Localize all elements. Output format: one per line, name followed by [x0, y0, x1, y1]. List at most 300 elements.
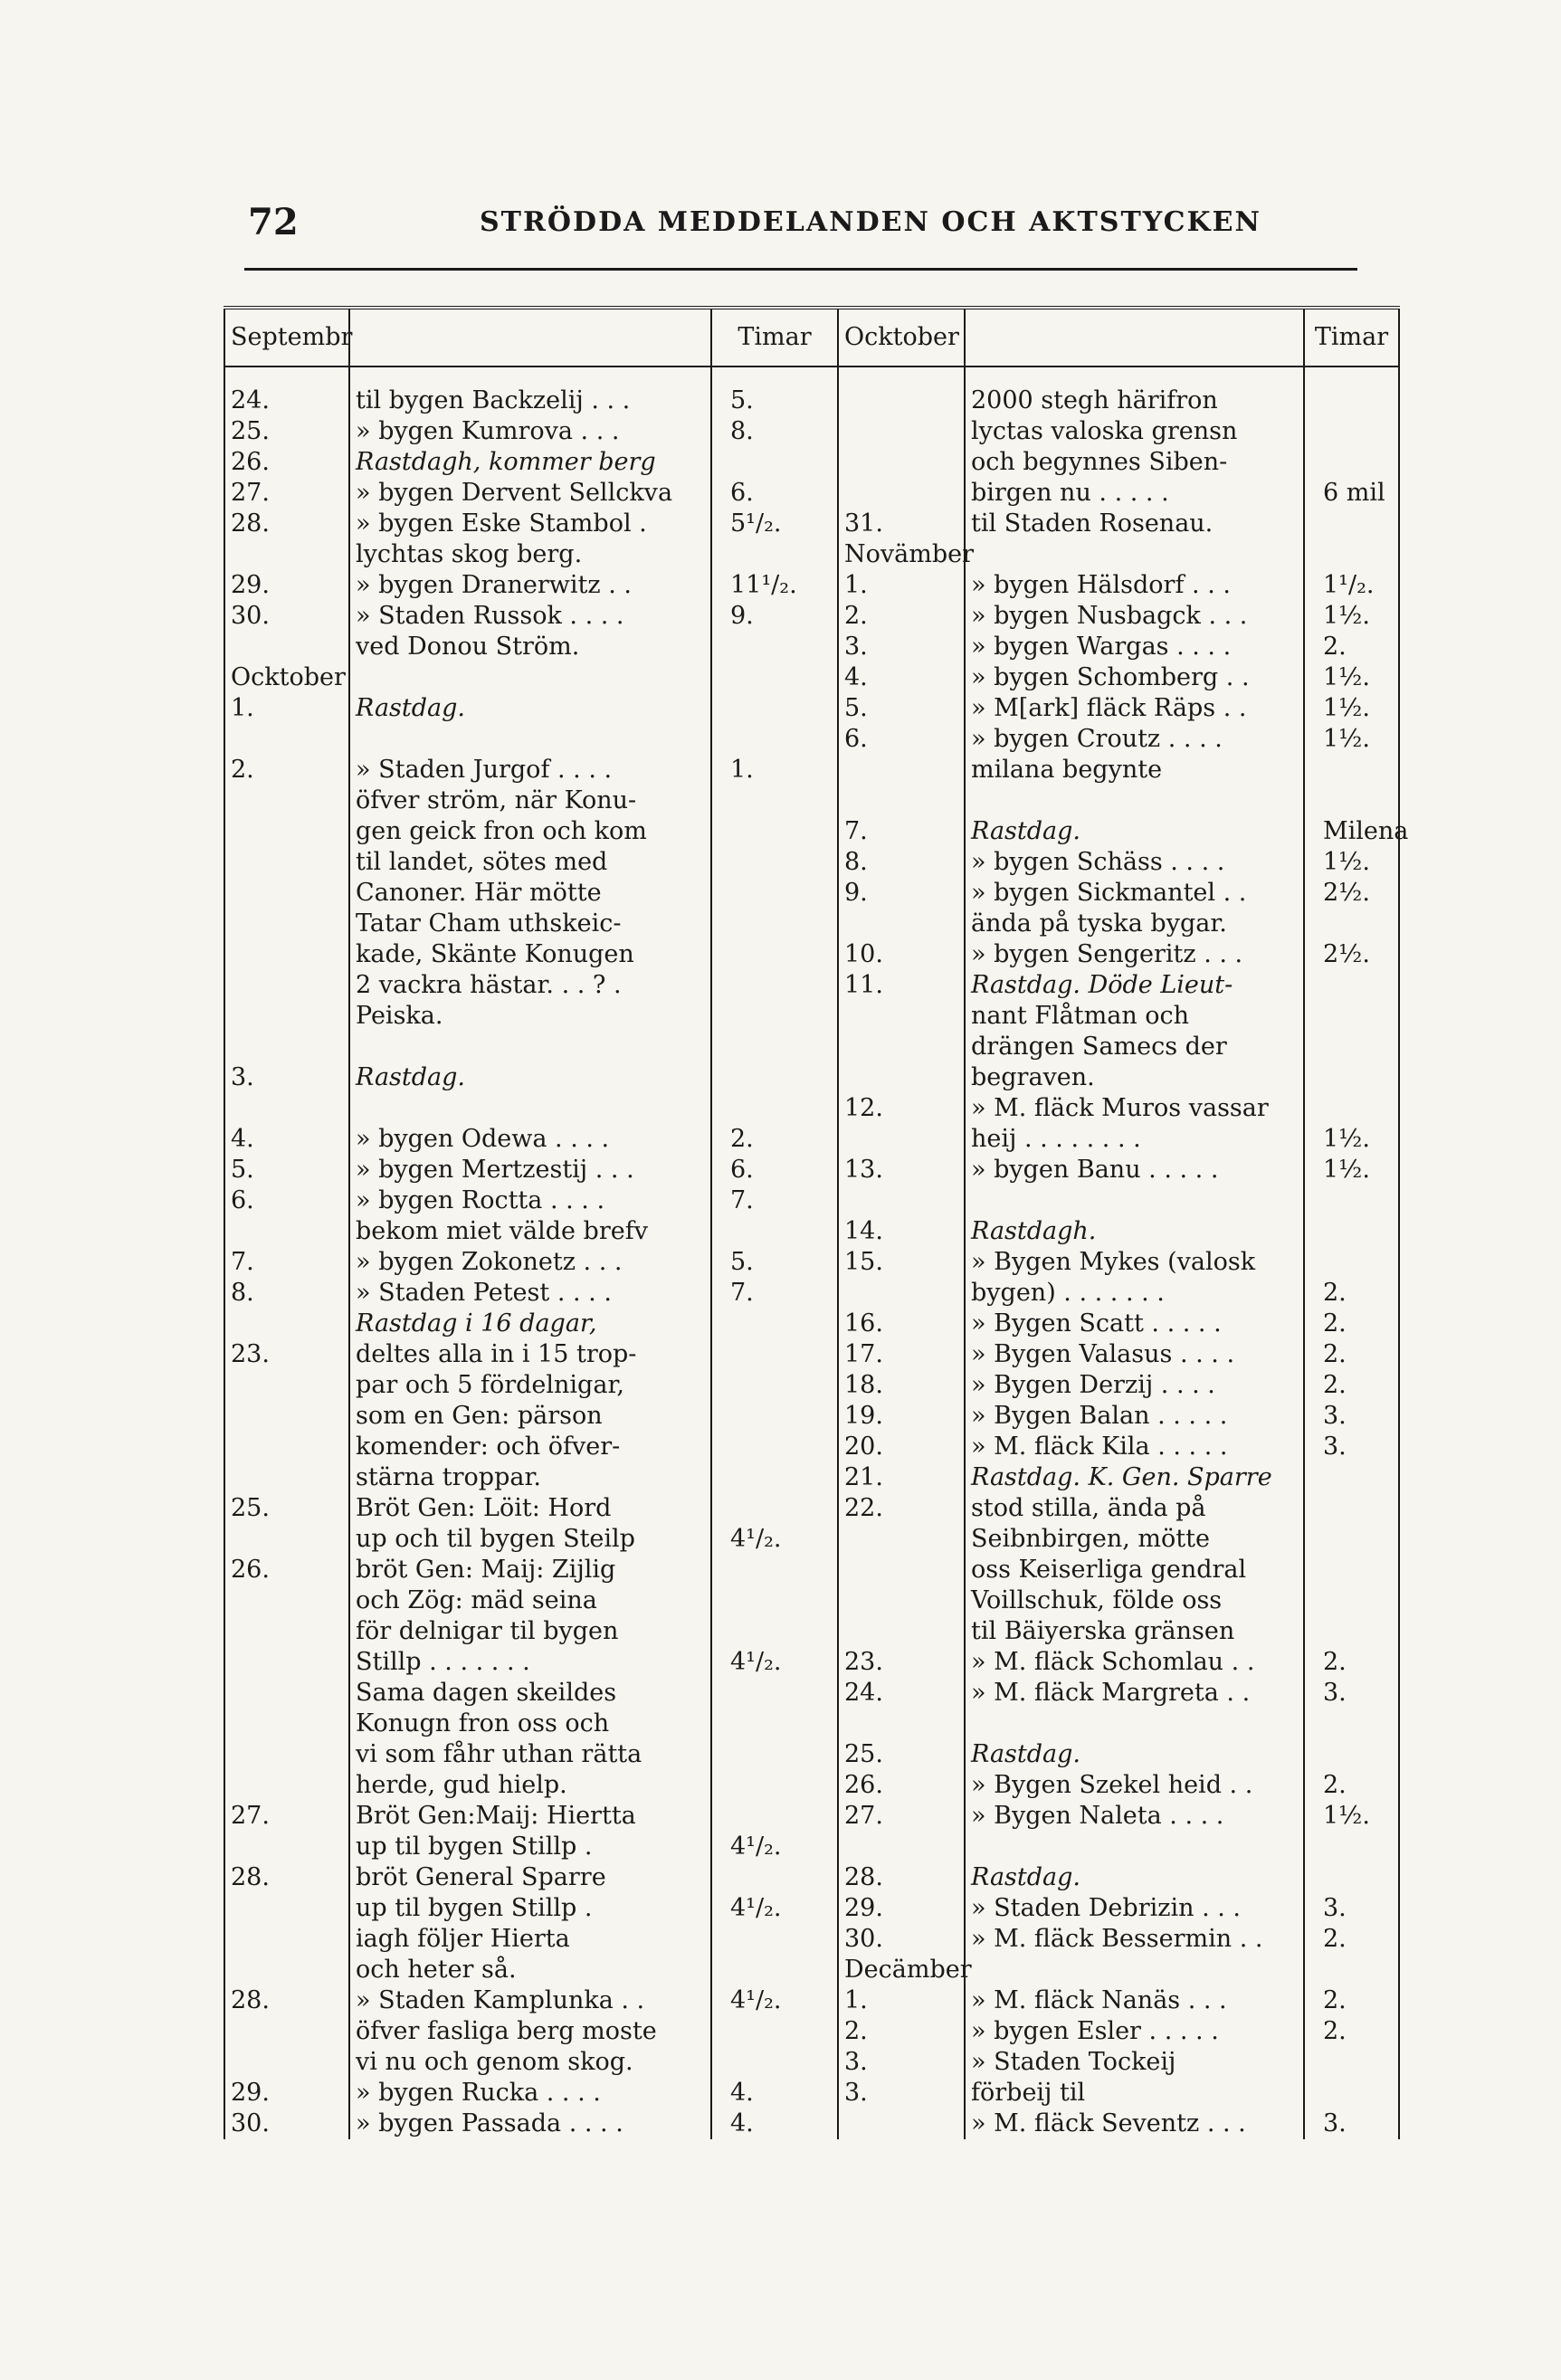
table-row: [224, 1555, 1399, 1585]
cell-date-left: [224, 878, 349, 909]
cell-route-right: oss Keiserliga gendral: [965, 1555, 1304, 1585]
cell-timar-left: 4.: [711, 2078, 838, 2109]
cell-route-left: [349, 724, 711, 755]
cell-date-left: [224, 1616, 349, 1647]
cell-timar-left: [711, 970, 838, 1001]
cell-date-left: [224, 1401, 349, 1432]
cell-route-right: » Staden Debrizin . . .: [965, 1893, 1304, 1924]
table-row: [224, 1678, 1399, 1709]
cell-date-left: Ocktober: [224, 662, 349, 693]
table-row: [224, 1062, 1399, 1093]
table-row: [224, 509, 1399, 539]
cell-timar-left: 6.: [711, 1155, 838, 1185]
cell-timar-right: 3.: [1304, 1432, 1399, 1462]
cell-timar-left: 7.: [711, 1278, 838, 1309]
cell-route-left: » bygen Dranerwitz . .: [349, 570, 711, 601]
cell-timar-left: [711, 1339, 838, 1370]
cell-date-left: [224, 909, 349, 939]
cell-date-left: 28.: [224, 1862, 349, 1893]
page-number: 72: [248, 201, 299, 243]
cell-route-left: Rastdagh, kommer berg: [349, 447, 711, 478]
cell-route-left: [349, 662, 711, 693]
cell-route-right: » Bygen Scatt . . . . .: [965, 1309, 1304, 1339]
cell-timar-right: [1304, 1247, 1399, 1278]
cell-route-right: » M. fläck Margreta . .: [965, 1678, 1304, 1709]
table-row: [224, 1709, 1399, 1739]
cell-route-right: » bygen Schomberg . .: [965, 662, 1304, 693]
cell-date-right: 10.: [838, 939, 965, 970]
cell-date-right: 15.: [838, 1247, 965, 1278]
table-row: [224, 1185, 1399, 1216]
cell-timar-left: 6.: [711, 478, 838, 509]
cell-timar-right: [1304, 970, 1399, 1001]
cell-timar-right: [1304, 909, 1399, 939]
cell-date-left: 1.: [224, 693, 349, 724]
cell-route-right: Rastdag. K. Gen. Sparre: [965, 1462, 1304, 1493]
cell-timar-right: 6 mil: [1304, 478, 1399, 509]
cell-route-right: » bygen Esler . . . . .: [965, 2016, 1304, 2047]
table-row: [224, 816, 1399, 847]
cell-date-right: 7.: [838, 816, 965, 847]
cell-timar-left: 4¹/₂.: [711, 1524, 838, 1555]
header-route-left: [349, 308, 711, 367]
cell-route-right: nant Flåtman och: [965, 1001, 1304, 1032]
cell-route-right: begraven.: [965, 1062, 1304, 1093]
cell-date-left: [224, 2016, 349, 2047]
cell-date-left: [224, 785, 349, 816]
cell-date-left: [224, 970, 349, 1001]
cell-route-left: til bygen Backzelij . . .: [349, 367, 711, 416]
cell-timar-left: [711, 1093, 838, 1124]
table-row: [224, 1216, 1399, 1247]
cell-route-right: » M. fläck Bessermin . .: [965, 1924, 1304, 1955]
cell-route-left: Sama dagen skeildes: [349, 1678, 711, 1709]
table-row: [224, 1401, 1399, 1432]
cell-date-left: [224, 632, 349, 662]
cell-route-right: til Staden Rosenau.: [965, 509, 1304, 539]
cell-date-left: 26.: [224, 1555, 349, 1585]
table-row: [224, 1955, 1399, 1985]
cell-timar-right: 2.: [1304, 1339, 1399, 1370]
cell-timar-right: 2.: [1304, 1924, 1399, 1955]
cell-date-left: 23.: [224, 1339, 349, 1370]
cell-timar-left: [711, 1493, 838, 1524]
cell-timar-right: 1½.: [1304, 724, 1399, 755]
cell-date-left: [224, 1432, 349, 1462]
cell-timar-right: [1304, 1524, 1399, 1555]
cell-timar-left: 9.: [711, 601, 838, 632]
cell-timar-right: [1304, 509, 1399, 539]
cell-route-left: bröt Gen: Maij: Zijlig: [349, 1555, 711, 1585]
cell-date-left: [224, 1770, 349, 1801]
cell-date-left: [224, 1678, 349, 1709]
cell-timar-left: [711, 1370, 838, 1401]
cell-route-left: » bygen Odewa . . . .: [349, 1124, 711, 1155]
cell-timar-right: 2.: [1304, 1309, 1399, 1339]
cell-date-right: [838, 1001, 965, 1032]
cell-date-right: 26.: [838, 1770, 965, 1801]
cell-date-left: 24.: [224, 367, 349, 416]
cell-timar-left: 7.: [711, 1185, 838, 1216]
cell-date-right: [838, 755, 965, 785]
cell-timar-right: [1304, 1001, 1399, 1032]
cell-route-right: » bygen Hälsdorf . . .: [965, 570, 1304, 601]
table-row: [224, 1370, 1399, 1401]
cell-route-right: » bygen Nusbagck . . .: [965, 601, 1304, 632]
cell-timar-right: [1304, 1709, 1399, 1739]
table-row: [224, 1432, 1399, 1462]
cell-timar-left: [711, 2016, 838, 2047]
cell-route-left: » bygen Kumrova . . .: [349, 416, 711, 447]
cell-route-right: » bygen Sickmantel . .: [965, 878, 1304, 909]
cell-timar-right: [1304, 367, 1399, 416]
cell-timar-left: [711, 1309, 838, 1339]
cell-timar-left: [711, 816, 838, 847]
table-row: [224, 2047, 1399, 2078]
cell-date-right: 28.: [838, 1862, 965, 1893]
cell-timar-left: [711, 1924, 838, 1955]
cell-date-left: 25.: [224, 416, 349, 447]
cell-route-left: » bygen Eske Stambol .: [349, 509, 711, 539]
cell-date-left: [224, 1524, 349, 1555]
table-row: [224, 1462, 1399, 1493]
cell-date-left: [224, 1001, 349, 1032]
cell-date-right: 9.: [838, 878, 965, 909]
table-row: [224, 939, 1399, 970]
cell-timar-right: 2.: [1304, 1770, 1399, 1801]
cell-route-left: för delnigar til bygen: [349, 1616, 711, 1647]
cell-route-left: Rastdag.: [349, 1062, 711, 1093]
cell-route-right: » Bygen Szekel heid . .: [965, 1770, 1304, 1801]
cell-date-right: 23.: [838, 1647, 965, 1678]
cell-timar-right: [1304, 2078, 1399, 2109]
header-route-right: [965, 308, 1304, 367]
cell-route-left: Stillp . . . . . . .: [349, 1647, 711, 1678]
cell-timar-right: 2½.: [1304, 939, 1399, 970]
cell-timar-right: [1304, 785, 1399, 816]
cell-date-left: [224, 939, 349, 970]
cell-route-left: Rastdag.: [349, 693, 711, 724]
table-row: [224, 1985, 1399, 2016]
table-row: [224, 1770, 1399, 1801]
cell-date-left: [224, 2047, 349, 2078]
cell-route-left: [349, 1032, 711, 1062]
cell-timar-right: [1304, 1185, 1399, 1216]
cell-date-right: Decämber: [838, 1955, 965, 1985]
cell-timar-left: 5¹/₂.: [711, 509, 838, 539]
header-timar-left: Timar: [711, 308, 838, 367]
cell-timar-left: [711, 693, 838, 724]
cell-route-right: förbeij til: [965, 2078, 1304, 2109]
cell-route-right: birgen nu . . . . .: [965, 478, 1304, 509]
table-row: [224, 1739, 1399, 1770]
table-row: [224, 1893, 1399, 1924]
cell-date-left: [224, 1893, 349, 1924]
cell-route-left: komender: och öfver-: [349, 1432, 711, 1462]
table-row: [224, 878, 1399, 909]
cell-route-right: Rastdag.: [965, 816, 1304, 847]
table-row: [224, 1093, 1399, 1124]
cell-route-left: gen geick fron och kom: [349, 816, 711, 847]
cell-date-right: [838, 1124, 965, 1155]
table-row: [224, 724, 1399, 755]
cell-date-right: [838, 1709, 965, 1739]
cell-date-right: 24.: [838, 1678, 965, 1709]
table-row: [224, 909, 1399, 939]
cell-timar-left: 5.: [711, 1247, 838, 1278]
cell-route-left: up til bygen Stillp .: [349, 1832, 711, 1862]
table-row: [224, 1493, 1399, 1524]
cell-timar-left: [711, 662, 838, 693]
cell-timar-left: [711, 1801, 838, 1832]
cell-date-right: Novämber: [838, 539, 965, 570]
cell-timar-left: [711, 2047, 838, 2078]
cell-timar-left: [711, 909, 838, 939]
table-row: [224, 447, 1399, 478]
table-row: [224, 1924, 1399, 1955]
cell-route-left: och heter så.: [349, 1955, 711, 1985]
cell-timar-left: 5.: [711, 367, 838, 416]
cell-route-left: herde, gud hielp.: [349, 1770, 711, 1801]
cell-timar-left: 4¹/₂.: [711, 1832, 838, 1862]
cell-timar-right: 1½.: [1304, 847, 1399, 878]
cell-date-left: [224, 816, 349, 847]
cell-route-left: och Zög: mäd seina: [349, 1585, 711, 1616]
cell-date-right: 3.: [838, 632, 965, 662]
cell-timar-right: [1304, 1062, 1399, 1093]
table-row: [224, 1339, 1399, 1370]
cell-timar-left: [711, 1216, 838, 1247]
cell-route-right: ända på tyska bygar.: [965, 909, 1304, 939]
table-row: [224, 570, 1399, 601]
cell-timar-left: [711, 632, 838, 662]
cell-timar-right: 2.: [1304, 1647, 1399, 1678]
table-row: [224, 1032, 1399, 1062]
cell-route-left: Canoner. Här mötte: [349, 878, 711, 909]
cell-route-left: deltes alla in i 15 trop-: [349, 1339, 711, 1370]
cell-timar-right: [1304, 755, 1399, 785]
cell-route-left: öfver ström, när Konu-: [349, 785, 711, 816]
cell-timar-right: 2.: [1304, 1370, 1399, 1401]
cell-route-left: lychtas skog berg.: [349, 539, 711, 570]
cell-timar-right: 3.: [1304, 2109, 1399, 2139]
cell-date-left: [224, 1370, 349, 1401]
cell-timar-right: [1304, 539, 1399, 570]
cell-route-right: » bygen Banu . . . . .: [965, 1155, 1304, 1185]
cell-route-right: » Bygen Valasus . . . .: [965, 1339, 1304, 1370]
cell-route-left: par och 5 fördelnigar,: [349, 1370, 711, 1401]
cell-timar-right: 3.: [1304, 1678, 1399, 1709]
cell-date-left: [224, 1924, 349, 1955]
cell-route-left: som en Gen: pärson: [349, 1401, 711, 1432]
cell-timar-left: [711, 1555, 838, 1585]
cell-route-right: [965, 785, 1304, 816]
cell-timar-left: [711, 785, 838, 816]
cell-timar-right: 2.: [1304, 632, 1399, 662]
cell-route-right: til Bäiyerska gränsen: [965, 1616, 1304, 1647]
cell-date-right: [838, 1832, 965, 1862]
table-row: [224, 1862, 1399, 1893]
header-month-october: Ocktober: [838, 308, 965, 367]
cell-timar-left: [711, 1432, 838, 1462]
cell-route-right: Rastdagh.: [965, 1216, 1304, 1247]
cell-date-right: [838, 416, 965, 447]
cell-timar-right: [1304, 1862, 1399, 1893]
cell-date-left: 6.: [224, 1185, 349, 1216]
cell-route-right: [965, 1832, 1304, 1862]
cell-route-right: » Bygen Naleta . . . .: [965, 1801, 1304, 1832]
table-row: [224, 1155, 1399, 1185]
cell-timar-right: 1½.: [1304, 662, 1399, 693]
cell-timar-right: Milena: [1304, 816, 1399, 847]
cell-route-right: [965, 1709, 1304, 1739]
cell-date-left: 30.: [224, 2109, 349, 2139]
cell-timar-right: 2.: [1304, 2016, 1399, 2047]
cell-timar-left: [711, 1616, 838, 1647]
table-row: [224, 1585, 1399, 1616]
cell-date-right: 29.: [838, 1893, 965, 1924]
cell-date-right: 12.: [838, 1093, 965, 1124]
cell-date-right: [838, 1032, 965, 1062]
cell-route-left: » bygen Dervent Sellckva: [349, 478, 711, 509]
cell-timar-right: 1½.: [1304, 601, 1399, 632]
table-header-row: [224, 308, 1399, 367]
cell-timar-left: [711, 939, 838, 970]
cell-date-left: [224, 539, 349, 570]
cell-date-right: [838, 1278, 965, 1309]
cell-timar-left: 8.: [711, 416, 838, 447]
cell-timar-right: 1½.: [1304, 1124, 1399, 1155]
cell-date-right: 5.: [838, 693, 965, 724]
cell-timar-right: [1304, 1032, 1399, 1062]
cell-date-right: 18.: [838, 1370, 965, 1401]
cell-timar-right: [1304, 1739, 1399, 1770]
cell-route-right: » M. fläck Muros vassar: [965, 1093, 1304, 1124]
cell-timar-left: [711, 1062, 838, 1093]
cell-timar-right: 1¹/₂.: [1304, 570, 1399, 601]
cell-timar-left: 11¹/₂.: [711, 570, 838, 601]
cell-route-right: » Bygen Mykes (valosk: [965, 1247, 1304, 1278]
cell-date-right: 16.: [838, 1309, 965, 1339]
cell-route-left: up och til bygen Steilp: [349, 1524, 711, 1555]
cell-timar-left: [711, 1001, 838, 1032]
cell-route-left: vi som fåhr uthan rätta: [349, 1739, 711, 1770]
cell-date-right: 31.: [838, 509, 965, 539]
cell-timar-right: 1½.: [1304, 1801, 1399, 1832]
cell-date-left: [224, 1585, 349, 1616]
cell-timar-left: 2.: [711, 1124, 838, 1155]
cell-timar-left: [711, 1401, 838, 1432]
cell-date-left: [224, 1032, 349, 1062]
cell-route-right: [965, 1955, 1304, 1985]
cell-route-right: » M. fläck Kila . . . . .: [965, 1432, 1304, 1462]
cell-route-left: vi nu och genom skog.: [349, 2047, 711, 2078]
cell-route-left: » bygen Zokonetz . . .: [349, 1247, 711, 1278]
cell-route-right: heij . . . . . . . .: [965, 1124, 1304, 1155]
cell-date-right: [838, 1585, 965, 1616]
cell-date-left: 29.: [224, 2078, 349, 2109]
cell-date-right: 11.: [838, 970, 965, 1001]
header-month-september: Septembr: [224, 308, 349, 367]
table-row: [224, 1124, 1399, 1155]
cell-date-left: [224, 847, 349, 878]
table-row: [224, 970, 1399, 1001]
table-row: [224, 755, 1399, 785]
table-row: [224, 1832, 1399, 1862]
header-rule: [244, 268, 1357, 271]
cell-route-left: » bygen Passada . . . .: [349, 2109, 711, 2139]
cell-date-left: [224, 724, 349, 755]
cell-timar-left: 4.: [711, 2109, 838, 2139]
cell-timar-right: [1304, 416, 1399, 447]
table-row: [224, 693, 1399, 724]
cell-date-right: 14.: [838, 1216, 965, 1247]
cell-route-right: [965, 1185, 1304, 1216]
cell-date-right: 3.: [838, 2047, 965, 2078]
table-row: [224, 539, 1399, 570]
cell-date-left: 5.: [224, 1155, 349, 1185]
cell-route-left: kade, Skänte Konugen: [349, 939, 711, 970]
cell-date-left: [224, 1955, 349, 1985]
running-head: STRÖDDA MEDDELANDEN OCH AKTSTYCKEN: [480, 206, 1261, 238]
cell-route-right: » bygen Croutz . . . .: [965, 724, 1304, 755]
cell-route-right: » Bygen Derzij . . . .: [965, 1370, 1304, 1401]
cell-timar-left: 4¹/₂.: [711, 1647, 838, 1678]
cell-route-right: » bygen Schäss . . . .: [965, 847, 1304, 878]
cell-route-left: » bygen Roctta . . . .: [349, 1185, 711, 1216]
table-row: [224, 2016, 1399, 2047]
table-row: [224, 1278, 1399, 1309]
cell-date-right: 8.: [838, 847, 965, 878]
cell-route-left: öfver fasliga berg moste: [349, 2016, 711, 2047]
cell-date-left: [224, 1216, 349, 1247]
cell-timar-right: [1304, 447, 1399, 478]
cell-timar-left: [711, 539, 838, 570]
cell-route-left: Peiska.: [349, 1001, 711, 1032]
cell-route-left: 2 vackra hästar. . . ? .: [349, 970, 711, 1001]
cell-date-right: 3.: [838, 2078, 965, 2109]
cell-route-right: 2000 stegh härifron: [965, 367, 1304, 416]
cell-timar-left: 4¹/₂.: [711, 1985, 838, 2016]
cell-route-right: drängen Samecs der: [965, 1032, 1304, 1062]
cell-date-left: [224, 1309, 349, 1339]
cell-route-left: Bröt Gen: Löit: Hord: [349, 1493, 711, 1524]
table-row: [224, 785, 1399, 816]
cell-route-right: » bygen Wargas . . . .: [965, 632, 1304, 662]
cell-date-right: 13.: [838, 1155, 965, 1185]
cell-route-right: » Bygen Balan . . . . .: [965, 1401, 1304, 1432]
cell-date-left: 28.: [224, 1985, 349, 2016]
table-row: [224, 1247, 1399, 1278]
cell-timar-left: [711, 1585, 838, 1616]
cell-date-right: [838, 1185, 965, 1216]
table-row: [224, 601, 1399, 632]
cell-route-left: » bygen Mertzestij . . .: [349, 1155, 711, 1185]
cell-route-left: iagh följer Hierta: [349, 1924, 711, 1955]
cell-date-left: [224, 1093, 349, 1124]
cell-timar-left: [711, 1678, 838, 1709]
cell-route-right: » M. fläck Schomlau . .: [965, 1647, 1304, 1678]
cell-date-left: 8.: [224, 1278, 349, 1309]
table-row: [224, 1524, 1399, 1555]
cell-date-left: 30.: [224, 601, 349, 632]
cell-timar-left: [711, 1032, 838, 1062]
cell-route-left: bröt General Sparre: [349, 1862, 711, 1893]
cell-date-left: 28.: [224, 509, 349, 539]
cell-timar-left: 1.: [711, 755, 838, 785]
cell-timar-right: [1304, 1216, 1399, 1247]
cell-timar-right: 2.: [1304, 1985, 1399, 2016]
